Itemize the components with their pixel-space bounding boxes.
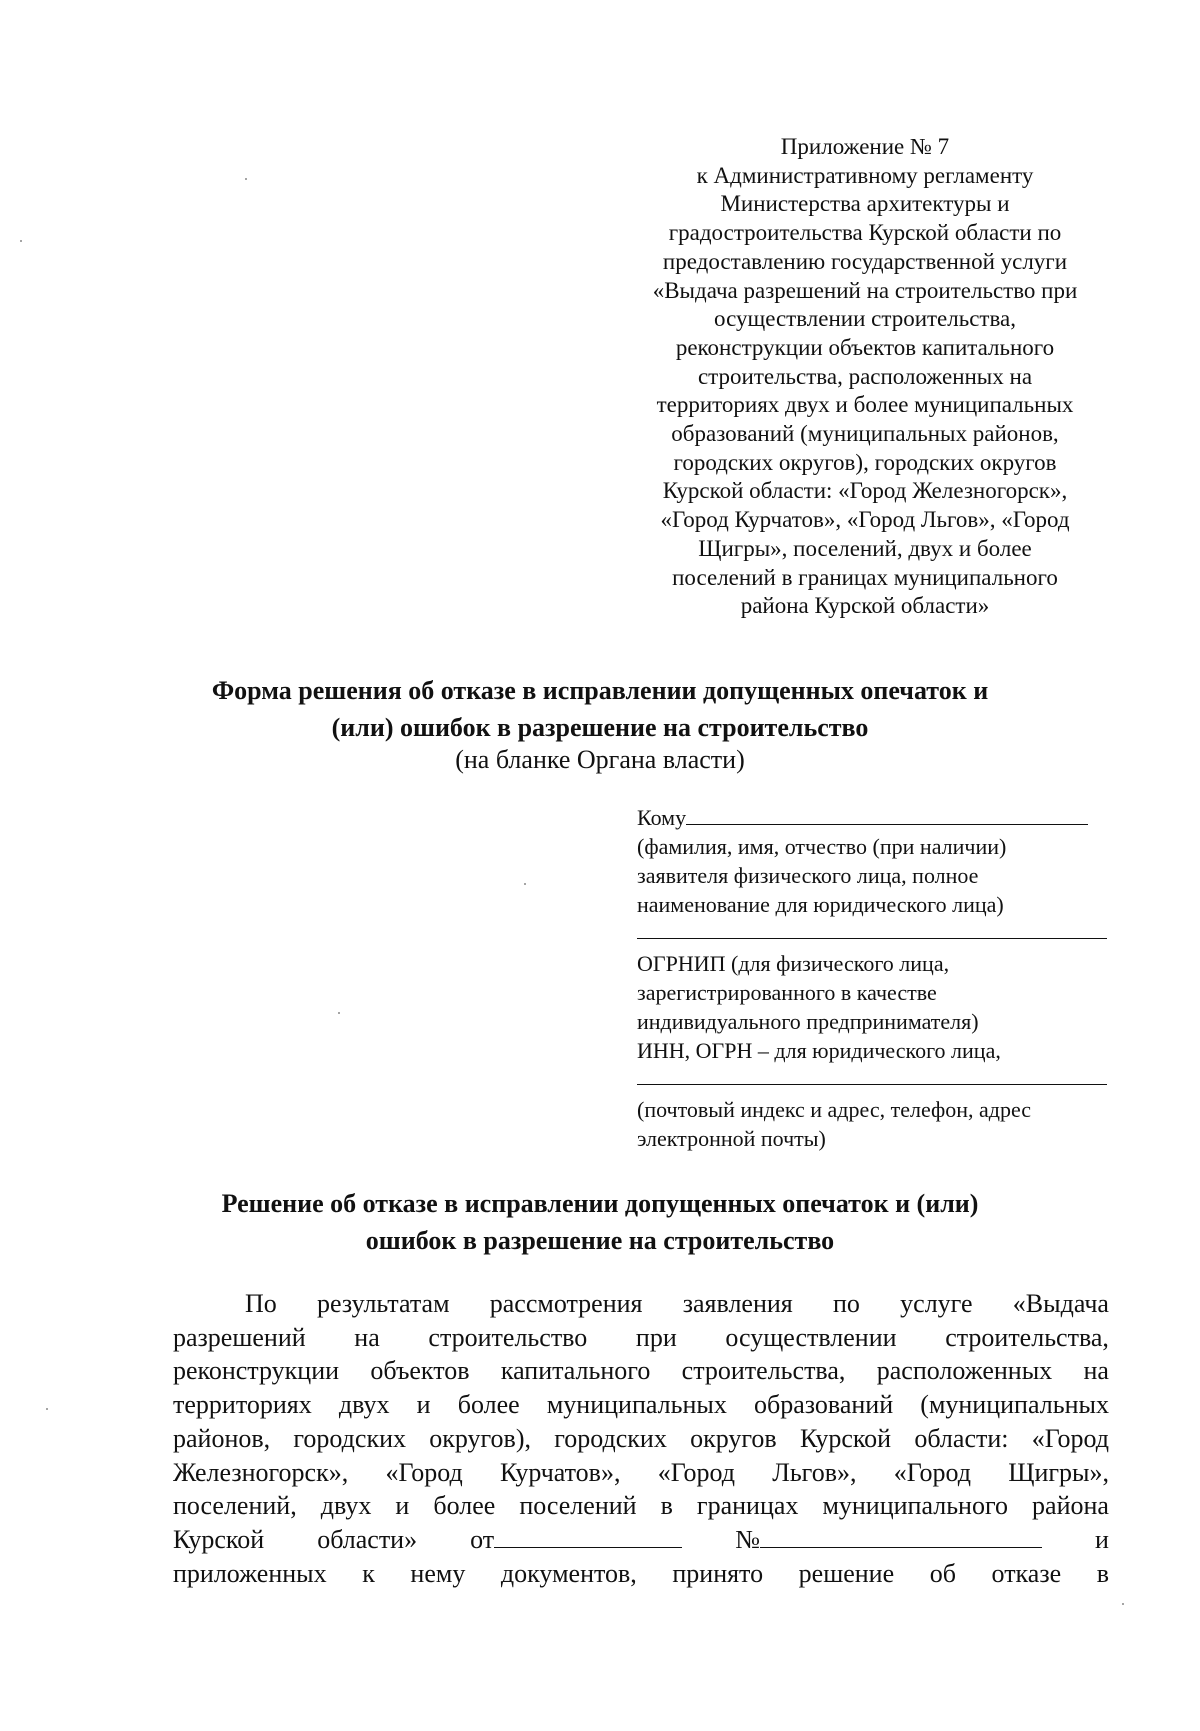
date-group <box>470 1523 682 1557</box>
appendix-line: градостроительства Курской области по <box>668 220 1062 246</box>
recipient-address-hint: (почтовый индекс и адрес, телефон, адрес <box>637 1097 1032 1122</box>
body-word: нему <box>410 1558 466 1588</box>
body-line-with-blanks <box>173 1523 1109 1557</box>
appendix-line: образований (муниципальных районов, <box>671 421 1059 447</box>
scan-speck <box>1122 1603 1124 1605</box>
body-word: двух <box>338 1390 390 1420</box>
form-title <box>150 672 1050 746</box>
decision-title <box>150 1185 1050 1259</box>
form-subtitle: (на бланке Органа власти) <box>455 745 745 774</box>
body-word: образований <box>754 1390 894 1420</box>
body-word: поселений, <box>173 1491 297 1521</box>
scan-speck <box>524 883 526 885</box>
body-word: городских <box>554 1423 667 1453</box>
body-line <box>173 1422 1109 1456</box>
recipient-name-hint: (фамилия, имя, отчество (при наличии) <box>637 834 1007 859</box>
scan-speck <box>20 240 22 242</box>
decision-title-line: Решение об отказе в исправлении допущенных опечаток и (или) <box>221 1189 979 1218</box>
body-word: района <box>1032 1491 1109 1521</box>
appendix-header <box>630 133 1100 621</box>
body-line <box>173 1354 1109 1388</box>
body-word: результатам <box>317 1289 450 1318</box>
body-line <box>173 1321 1109 1355</box>
appendix-line: Курской области: «Город Железногорск», <box>662 478 1068 504</box>
decision-title-line: ошибок в разрешение на строительство <box>365 1226 835 1255</box>
body-word: в <box>660 1491 673 1521</box>
body-word: округов <box>690 1423 777 1453</box>
scan-speck <box>46 1408 48 1410</box>
body-word: осуществлении <box>725 1322 897 1352</box>
recipient-id-hint: индивидуального предпринимателя) <box>637 1009 979 1034</box>
body-word: объектов <box>370 1356 470 1386</box>
body-word: По <box>245 1289 277 1318</box>
body-word: территориях <box>173 1390 312 1420</box>
body-word: «Город <box>385 1457 463 1487</box>
body-word: более <box>457 1390 520 1420</box>
body-word: строительства, <box>681 1356 846 1386</box>
body-word: муниципальных <box>546 1390 727 1420</box>
body-word: муниципального <box>822 1491 1008 1521</box>
scan-speck <box>338 1012 340 1014</box>
body-word: строительство <box>428 1322 588 1352</box>
body-word: более <box>433 1491 496 1521</box>
body-word: и <box>395 1491 410 1521</box>
body-word: рассмотрения <box>489 1289 643 1318</box>
body-word: к <box>362 1558 375 1588</box>
date-field[interactable] <box>494 1525 682 1548</box>
body-word: строительства, <box>945 1322 1109 1352</box>
recipient-id-hint: ИНН, ОГРН – для юридического лица, <box>637 1038 1001 1063</box>
body-word: «Город <box>893 1457 971 1487</box>
body-word: заявления <box>682 1289 793 1318</box>
body-word: реконструкции <box>173 1356 340 1386</box>
body-word: границах <box>696 1491 799 1521</box>
body-word: документов, <box>500 1558 637 1588</box>
body-word: (муниципальных <box>920 1390 1109 1420</box>
recipient-address-hint: электронной почты) <box>637 1126 826 1151</box>
body-line <box>173 1456 1109 1490</box>
recipient-to-row <box>637 802 1107 832</box>
recipient-name-hint: наименование для юридического лица) <box>637 892 1004 917</box>
appendix-line: «Город Курчатов», «Город Льгов», «Город <box>660 507 1070 533</box>
body-word: капитального <box>500 1356 651 1386</box>
body-line <box>173 1287 1109 1321</box>
from-label: от <box>470 1524 495 1554</box>
body-word: области» <box>317 1524 418 1554</box>
appendix-line: осуществлении строительства, <box>714 306 1016 332</box>
body-word: округов), <box>429 1423 531 1453</box>
appendix-line: к Административному регламенту <box>696 162 1034 188</box>
body-word: Железногорск», <box>173 1457 349 1487</box>
body-word: принято <box>672 1558 764 1588</box>
form-title-line: (или) ошибок в разрешение на строительство <box>331 713 869 742</box>
appendix-line: района Курской области» <box>740 593 990 619</box>
body-word: об <box>929 1558 956 1588</box>
recipient-name-hint: заявителя физического лица, полное <box>637 863 979 888</box>
form-title-line: Форма решения об отказе в исправлении допущенных опечаток и <box>211 676 989 705</box>
body-word: на <box>354 1322 380 1352</box>
body-word: расположенных <box>876 1356 1053 1386</box>
body-word: Щигры», <box>1008 1457 1109 1487</box>
body-word: приложенных <box>173 1558 327 1588</box>
recipient-to-label: Кому <box>637 805 687 830</box>
body-line <box>173 1388 1109 1422</box>
body-word: Льгов», <box>772 1457 857 1487</box>
appendix-line: строительства, расположенных на <box>697 363 1033 389</box>
number-label: № <box>735 1524 761 1554</box>
recipient-id-hint: зарегистрированного в качестве <box>637 980 937 1005</box>
appendix-line: территориях двух и более муниципальных <box>656 392 1074 418</box>
appendix-line: реконструкции объектов капитального <box>675 334 1055 360</box>
appendix-line: поселений в границах муниципального <box>672 564 1058 590</box>
appendix-line: городских округов), городских округов <box>673 449 1057 475</box>
body-word: на <box>1083 1356 1109 1386</box>
body-word: решение <box>798 1558 895 1588</box>
body-word: «Город <box>657 1457 735 1487</box>
number-group <box>735 1523 1042 1557</box>
body-line <box>173 1489 1109 1523</box>
recipient-id-hint: ОГРНИП (для физического лица, <box>637 951 950 976</box>
recipient-block <box>637 802 1107 1153</box>
body-word: «Выдача <box>1012 1289 1109 1318</box>
appendix-line: Щигры», поселений, двух и более <box>698 535 1032 561</box>
appendix-line: Министерства архитектуры и <box>720 191 1010 217</box>
body-word: Курской <box>799 1423 892 1453</box>
scan-speck <box>245 178 247 180</box>
body-word: области: <box>914 1423 1009 1453</box>
body-word: Курчатов», <box>499 1457 621 1487</box>
appendix-line: «Выдача разрешений на строительство при <box>652 277 1078 303</box>
recipient-id-field[interactable] <box>637 937 1107 939</box>
body-word: районов, <box>173 1423 271 1453</box>
body-word: городских <box>293 1423 406 1453</box>
body-word: двух <box>320 1491 372 1521</box>
body-line <box>173 1557 1109 1591</box>
recipient-address-field[interactable] <box>637 1083 1107 1085</box>
body-word: в <box>1096 1558 1109 1588</box>
body-word: услуге <box>900 1289 973 1318</box>
recipient-name-field[interactable] <box>686 802 1088 825</box>
body-word: «Город <box>1031 1423 1109 1453</box>
decision-body <box>173 1287 1109 1590</box>
body-word: при <box>635 1322 677 1352</box>
body-word: и <box>1095 1524 1109 1554</box>
body-word: и <box>416 1390 431 1420</box>
appendix-line: Приложение № 7 <box>780 134 950 159</box>
number-field[interactable] <box>760 1525 1042 1548</box>
body-word: по <box>833 1289 860 1318</box>
body-word: поселений <box>519 1491 637 1521</box>
appendix-line: предоставлению государственной услуги <box>662 248 1068 274</box>
body-word: отказе <box>991 1558 1062 1588</box>
body-word: разрешений <box>173 1322 306 1352</box>
body-word: Курской <box>173 1524 265 1554</box>
